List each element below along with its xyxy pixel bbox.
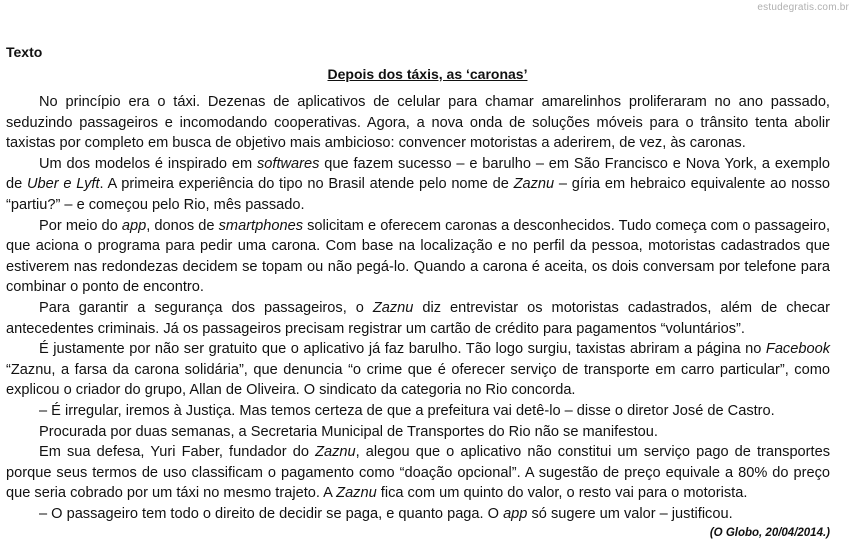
paragraph-text: Para garantir a segurança dos passageiros, o bbox=[39, 299, 373, 316]
paragraph-text: No princípio era o táxi. Dezenas de aplicativos de celular para chamar amarelinhos proliferaram no ano passado, seduzindo passageiros e incomodando cooperativas. Agora, a nova onda de soluções móveis para o trânsito tenta abolir taxistas por completo em busca de objetivo mais ambicioso: convencer motoristas a aderirem, de vez, às caronas. bbox=[6, 94, 830, 152]
italic-term: app bbox=[121, 217, 147, 234]
paragraph-text: É justamente por não ser gratuito que o aplicativo já faz barulho. Tão logo surgiu, taxistas abriram a página no bbox=[39, 341, 766, 358]
article-paragraph bbox=[6, 339, 830, 401]
paragraph-text: Em sua defesa, Yuri Faber, fundador do bbox=[39, 444, 316, 461]
paragraph-text: solicitam e oferecem caronas a desconhecidos. Tudo começa com o passageiro, que aciona o programa para pedir uma carona. Com base na localização e no perfil da pessoa, motoristas cadastrados que estiverem nas redondezas decidem se topam ou não pegá-lo. Quando a carona é aceita, os dois conversam por telefone para combinar o ponto de encontro. bbox=[6, 217, 830, 296]
italic-term: softwares bbox=[257, 155, 320, 172]
paragraph-text: Um dos modelos é inspirado em bbox=[39, 155, 257, 172]
article-title: Depois dos táxis, as ‘caronas’ bbox=[327, 66, 528, 82]
paragraph-text: só sugere um valor – justificou. bbox=[527, 505, 733, 522]
italic-term: Facebook bbox=[765, 341, 830, 358]
article-paragraph bbox=[6, 216, 830, 298]
article-paragraph bbox=[6, 504, 830, 525]
article-paragraph bbox=[6, 442, 830, 504]
article-paragraph bbox=[6, 154, 830, 216]
paragraph-text: “Zaznu, a farsa da carona solidária”, que denuncia “o crime que é oferecer serviço de transporte em carro particular”, como explicou o criador do grupo, Allan de Oliveira. O sindicato da categoria no Rio concorda. bbox=[6, 361, 830, 399]
article-paragraph bbox=[6, 401, 830, 422]
italic-term: app bbox=[503, 505, 528, 522]
paragraph-text: , donos de bbox=[146, 217, 219, 234]
article-paragraph bbox=[6, 92, 830, 154]
paragraph-text: – gíria em hebraico equivalente ao nosso “partiu?” – e começou pelo Rio, mês passado. bbox=[6, 176, 831, 213]
italic-term: Zaznu bbox=[372, 299, 414, 316]
paragraph-text: que fazem sucesso – e barulho – em São Francisco e Nova York, a exemplo de bbox=[6, 155, 830, 193]
paragraph-text: diz entrevistar os motoristas cadastrados, além de checar antecedentes criminais. Já os passageiros precisam registrar um cartão de crédito para pagamentos “voluntários”. bbox=[6, 299, 830, 337]
italic-term: Zaznu bbox=[315, 444, 356, 461]
paragraph-text: fica com um quinto do valor, o resto vai para o motorista. bbox=[376, 485, 748, 502]
article-paragraph bbox=[6, 298, 830, 339]
paragraph-text: – O passageiro tem todo o direito de decidir se paga, e quanto paga. O bbox=[39, 505, 504, 522]
italic-term: Zaznu bbox=[336, 485, 377, 502]
article-paragraph bbox=[6, 422, 830, 443]
paragraphs-container bbox=[6, 92, 830, 524]
watermark: estudegratis.com.br bbox=[757, 2, 849, 13]
article-source: (O Globo, 20/04/2014.) bbox=[709, 527, 830, 540]
italic-term: smartphones bbox=[218, 217, 303, 234]
section-label: Texto bbox=[6, 44, 43, 60]
paragraph-text: – É irregular, iremos à Justiça. Mas temos certeza de que a prefeitura vai detê-lo – disse o diretor José de Castro. bbox=[39, 402, 775, 419]
italic-term: Zaznu bbox=[513, 176, 555, 193]
italic-term: Uber e Lyft bbox=[27, 176, 100, 193]
paragraph-text: Por meio do bbox=[39, 217, 122, 234]
article-body bbox=[6, 92, 830, 541]
paragraph-text: , alegou que o aplicativo não constitui um serviço pago de transportes porque seus termos de uso classificam o pagamento como “doação opcional”. A sugestão de preço equivale a 80% do preço que seria cobrado por um táxi no mesmo trajeto. A bbox=[6, 444, 831, 502]
paragraph-text: Procurada por duas semanas, a Secretaria Municipal de Transportes do Rio não se manifestou. bbox=[39, 423, 658, 440]
paragraph-text: . A primeira experiência do tipo no Brasil atende pelo nome de bbox=[99, 176, 514, 193]
